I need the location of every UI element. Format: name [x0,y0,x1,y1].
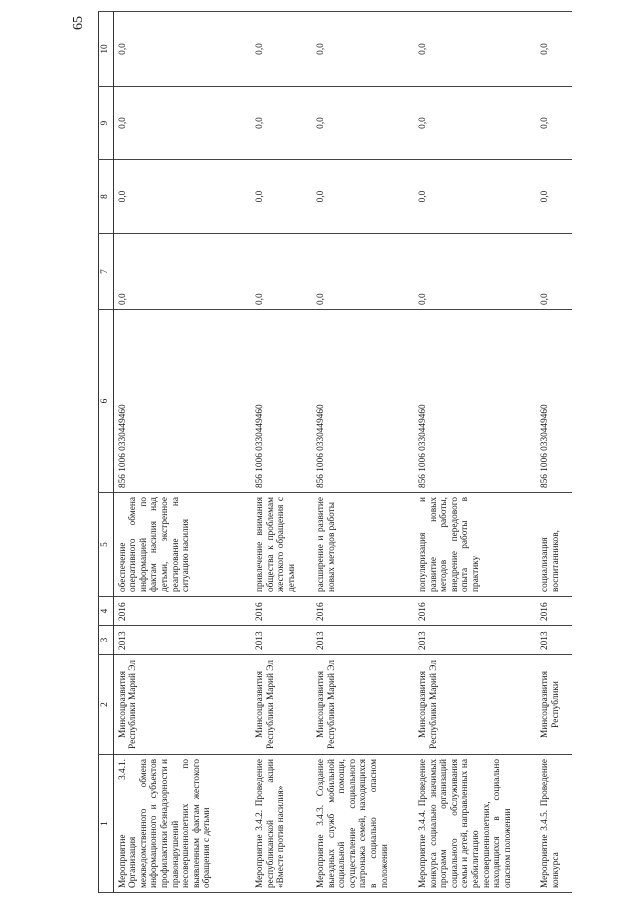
table-row [536,12,572,893]
value-cell-9: 0,0 [113,87,251,160]
result-cell: привлечение внимания общества к проблемам жестокого обращения с детьми [251,493,312,597]
executor-cell: Минсоцразвития Республики Марий Эл [312,655,414,755]
start-year-cell: 2013 [414,626,536,655]
value-cell-7: 0,0 [536,234,572,310]
page-number: 65 [71,16,86,30]
end-year-cell: 2016 [113,597,251,626]
table-row [414,12,536,893]
value-cell-10: 0,0 [312,12,414,87]
header-col-5: 5 [99,493,114,597]
value-cell-10: 0,0 [251,12,312,87]
value-cell-9: 0,0 [312,87,414,160]
table-row [113,12,251,893]
executor-cell: Минсоцразвития Республики Марий Эл [414,655,536,755]
header-row [99,12,114,893]
value-cell-10: 0,0 [414,12,536,87]
header-col-8: 8 [99,160,114,234]
table-row [312,12,414,893]
value-cell-8: 0,0 [251,160,312,234]
value-cell-7: 0,0 [251,234,312,310]
measure-cell: Мероприятие 3.4.5. Проведение конкурса [536,755,572,893]
value-cell-7: 0,0 [113,234,251,310]
header-col-2: 2 [99,655,114,755]
start-year-cell: 2013 [536,626,572,655]
value-cell-10: 0,0 [536,12,572,87]
value-cell-9: 0,0 [251,87,312,160]
rotated-page [71,12,561,893]
header-col-1: 1 [99,755,114,893]
end-year-cell: 2016 [414,597,536,626]
budget-code-cell: 856 1006 0330449460 [113,310,251,493]
budget-code-cell: 856 1006 0330449460 [312,310,414,493]
executor-cell: Минсоцразвития Республики [536,655,572,755]
budget-code-cell: 856 1006 0330449460 [536,310,572,493]
header-col-10: 10 [99,12,114,87]
header-col-6: 6 [99,310,114,493]
value-cell-8: 0,0 [536,160,572,234]
measure-cell: Мероприятие 3.4.4. Проведение конкурса социально значимых программ организаций социального обслуживания семьи и детей, направленных на реабилитацию несовершеннолетних, находящихся в социально опасном положении [414,755,536,893]
value-cell-9: 0,0 [536,87,572,160]
start-year-cell: 2013 [251,626,312,655]
header-col-7: 7 [99,234,114,310]
measure-cell: Мероприятие 3.4.1. Организация межведомственного обмена информационного и субъектов профилактики безнадзорности и правонарушений несовершеннолетних по выявленным фактам жестокого обращения с детьми [113,755,251,893]
budget-code-cell: 856 1006 0330449460 [414,310,536,493]
table-row [251,12,312,893]
value-cell-8: 0,0 [312,160,414,234]
measure-cell: Мероприятие 3.4.3. Создание выездных служб мобильной социальной помощи, осуществление социального патронажа семей, находящихся в социально опасном положении [312,755,414,893]
start-year-cell: 2013 [113,626,251,655]
value-cell-10: 0,0 [113,12,251,87]
start-year-cell: 2013 [312,626,414,655]
value-cell-9: 0,0 [414,87,536,160]
value-cell-8: 0,0 [113,160,251,234]
executor-cell: Минсоцразвития Республики Марий Эл [251,655,312,755]
measure-cell: Мероприятие 3.4.2. Проведение республиканской акции «Вместе против насилия» [251,755,312,893]
value-cell-7: 0,0 [414,234,536,310]
result-cell: расширение и развитие новых методов работы [312,493,414,597]
result-cell: обеспечение оперативного обмена информацией по фактам насилия над детьми, экстренное реагирование на ситуацию насилия [113,493,251,597]
end-year-cell: 2016 [536,597,572,626]
result-cell: популяризация и развитие новых методов работы, внедрение передового опыта работы в практику [414,493,536,597]
result-cell: социализация воспитанников, [536,493,572,597]
end-year-cell: 2016 [312,597,414,626]
header-col-4: 4 [99,597,114,626]
header-col-9: 9 [99,87,114,160]
budget-code-cell: 856 1006 0330449460 [251,310,312,493]
header-col-3: 3 [99,626,114,655]
executor-cell: Минсоцразвития Республики Марий Эл [113,655,251,755]
program-measures-table [98,11,572,893]
value-cell-8: 0,0 [414,160,536,234]
value-cell-7: 0,0 [312,234,414,310]
end-year-cell: 2016 [251,597,312,626]
